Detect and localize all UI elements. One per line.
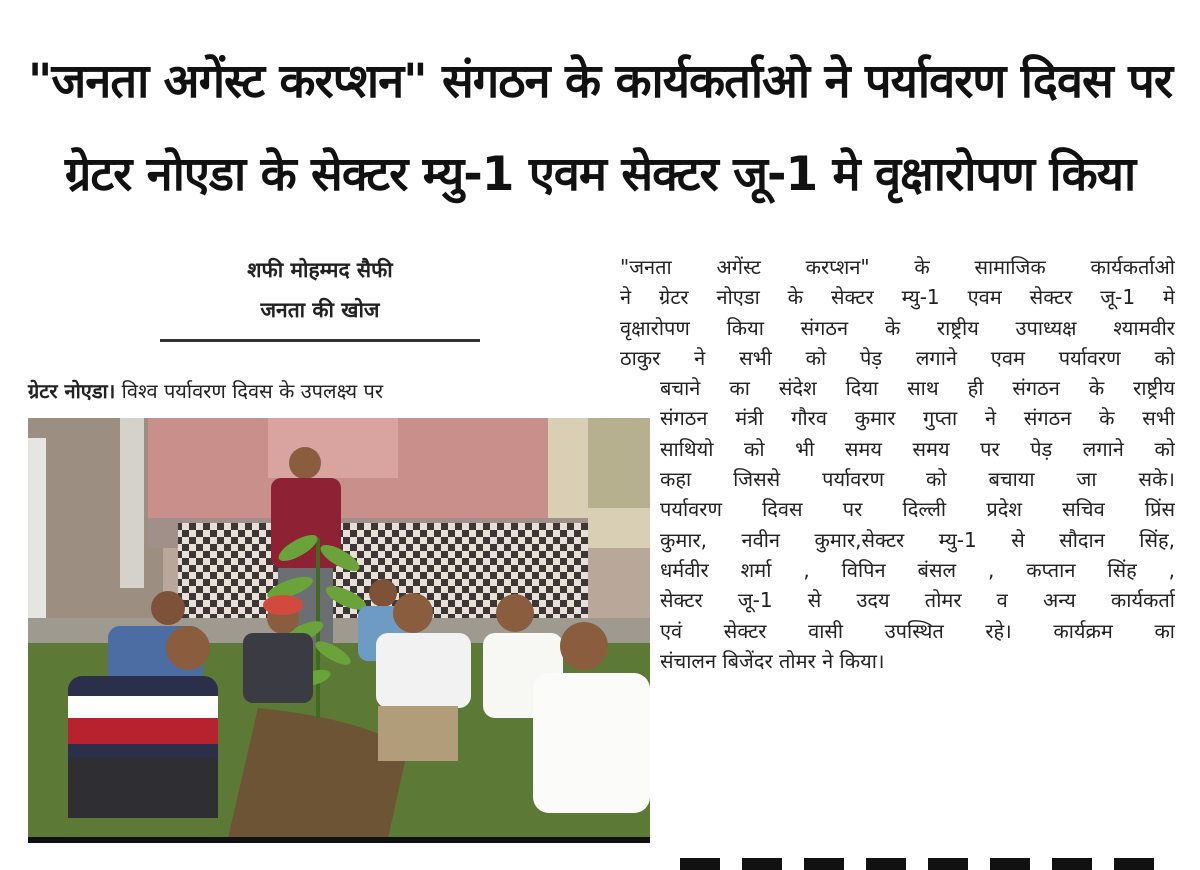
article-line: ठाकुर ने सभी को पेड़ लगाने एवम पर्यावरण को [620,345,1175,370]
article-line: साथियो को भी समय समय पर पेड़ लगाने को [660,436,1175,461]
news-photo [28,418,650,843]
byline-author: शफी मोहम्मद सैफी [247,258,393,282]
article-line: पर्यावरण दिवस पर दिल्ली प्रदेश सचिव प्रिंस [660,497,1175,522]
article-line: धर्मवीर शर्मा , विपिन बंसल , कप्तान सिंह , [660,557,1175,582]
article-line: कहा जिससे पर्यावरण को बचाया जा सके। [660,467,1175,492]
article-line: ने ग्रेटर नोएडा के सेक्टर म्यु-1 एवम सेक्टर जू-1 मे [620,285,1175,310]
headline-line-1: "जनता अगेंस्ट करप्शन" संगठन के कार्यकर्ताओ ने पर्यावरण दिवस पर [27,54,1173,109]
article-line: कुमार, नवीन कुमार,सेक्टर म्यु-1 से सौदान सिंह, [660,527,1175,552]
article-line: एवं सेक्टर वासी उपस्थित रहे। कार्यक्रम का [660,618,1175,643]
lead-text: विश्व पर्यावरण दिवस के उपलक्ष्य पर [115,379,383,403]
article-body [620,252,1175,676]
byline-source: जनता की खोज [260,298,380,322]
article-line: "जनता अगेंस्ट करप्शन" के सामाजिक कार्यकर्ताओ [620,255,1175,279]
dateline: ग्रेटर नोएडा। [28,379,116,403]
article-line: बचाने का संदेश दिया साथ ही संगठन के राष्ट्रीय [660,376,1175,401]
byline-divider [160,339,480,342]
article-line: सेक्टर जू-1 से उदय तोमर व अन्य कार्यकर्ता [660,588,1175,613]
article-line: वृक्षारोपण किया संगठन के राष्ट्रीय उपाध्यक्ष श्यामवीर [620,315,1175,340]
article-line: संगठन मंत्री गौरव कुमार गुप्ता ने संगठन के सभी [660,406,1175,431]
next-article-cut-headline [680,858,1160,870]
headline-line-2: ग्रेटर नोएडा के सेक्टर म्यु-1 एवम सेक्टर जू-1 मे वृक्षारोपण किया [64,147,1136,202]
article-line: संचालन बिजेंदर तोमर ने किया। [660,648,885,673]
lead-paragraph [28,377,588,405]
